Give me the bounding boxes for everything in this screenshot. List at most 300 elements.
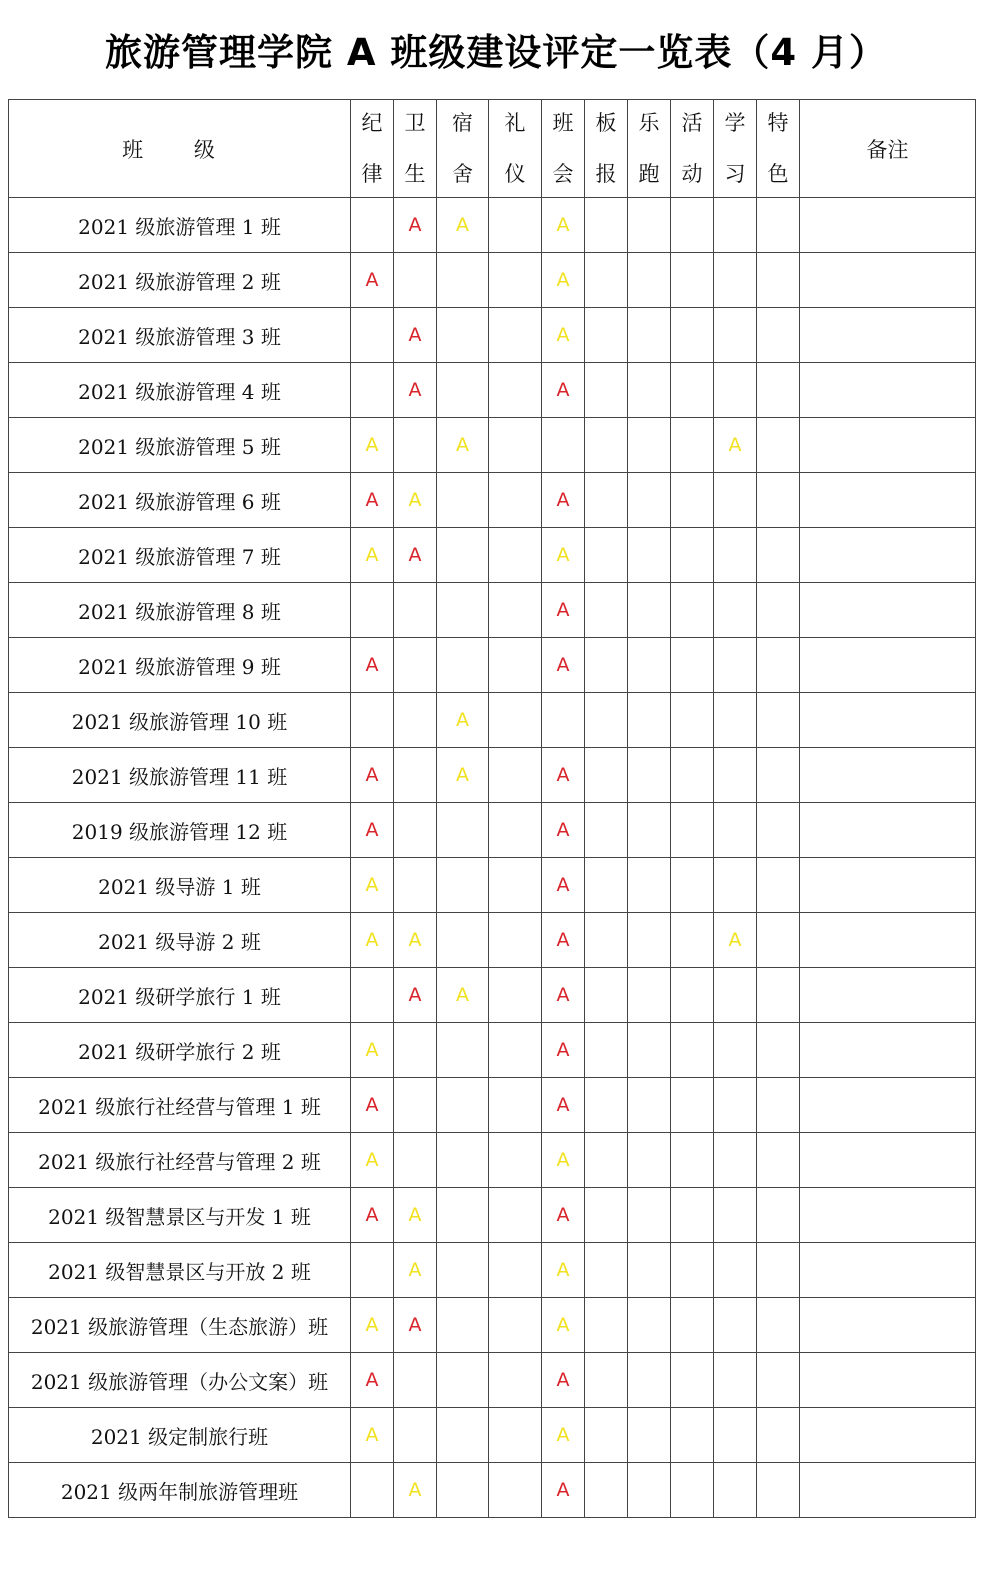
grade-cell (757, 253, 800, 308)
grade-cell (489, 1463, 542, 1518)
grade-cell (757, 858, 800, 913)
grade-cell (585, 1408, 628, 1463)
grade-cell (437, 473, 489, 528)
evaluation-table (8, 99, 976, 1518)
class-name-cell: 2021 级旅游管理 2 班 (9, 253, 351, 308)
note-cell (800, 1243, 976, 1298)
grade-cell (757, 1023, 800, 1078)
note-cell (800, 693, 976, 748)
grade-cell: A (351, 1353, 394, 1408)
table-row (9, 1188, 976, 1243)
note-cell (800, 473, 976, 528)
class-name-cell: 2021 级旅游管理 9 班 (9, 638, 351, 693)
grade-cell: A (351, 803, 394, 858)
grade-cell (628, 638, 671, 693)
grade-cell (585, 968, 628, 1023)
grade-cell: A (437, 968, 489, 1023)
grade-cell (628, 1188, 671, 1243)
grade-cell: A (394, 1188, 437, 1243)
grade-cell (757, 198, 800, 253)
class-name-cell: 2021 级旅游管理 7 班 (9, 528, 351, 583)
category-header: 宿 舍 (437, 100, 489, 198)
grade-cell (714, 583, 757, 638)
category-header: 卫 生 (394, 100, 437, 198)
grade-cell (437, 638, 489, 693)
grade-cell: A (351, 858, 394, 913)
grade-cell: A (542, 1023, 585, 1078)
grade-cell (437, 583, 489, 638)
grade-cell (489, 583, 542, 638)
grade-cell (394, 583, 437, 638)
grade-cell: A (351, 913, 394, 968)
grade-cell (585, 583, 628, 638)
grade-cell: A (351, 638, 394, 693)
grade-cell: A (351, 1298, 394, 1353)
note-cell (800, 748, 976, 803)
grade-cell (714, 968, 757, 1023)
grade-cell: A (542, 913, 585, 968)
grade-cell (437, 858, 489, 913)
note-column-header: 备注 (800, 100, 976, 198)
grade-cell (585, 1463, 628, 1518)
grade-cell (628, 308, 671, 363)
grade-cell: A (542, 1463, 585, 1518)
grade-cell (757, 1133, 800, 1188)
category-header: 学 习 (714, 100, 757, 198)
grade-cell (714, 638, 757, 693)
grade-cell: A (714, 913, 757, 968)
grade-cell (757, 363, 800, 418)
note-cell (800, 1298, 976, 1353)
grade-cell (714, 1408, 757, 1463)
grade-cell (671, 968, 714, 1023)
grade-cell (394, 1078, 437, 1133)
grade-cell (671, 693, 714, 748)
grade-cell (585, 638, 628, 693)
note-cell (800, 253, 976, 308)
grade-cell (671, 198, 714, 253)
grade-cell (757, 1298, 800, 1353)
grade-cell: A (351, 748, 394, 803)
grade-cell (394, 638, 437, 693)
grade-cell: A (394, 1243, 437, 1298)
grade-cell: A (394, 363, 437, 418)
grade-cell: A (542, 1188, 585, 1243)
grade-cell: A (394, 968, 437, 1023)
grade-cell (585, 308, 628, 363)
note-cell (800, 1188, 976, 1243)
grade-cell: A (542, 748, 585, 803)
grade-cell (628, 803, 671, 858)
note-cell (800, 308, 976, 363)
grade-cell: A (351, 418, 394, 473)
grade-cell (757, 803, 800, 858)
grade-cell (714, 858, 757, 913)
grade-cell: A (437, 748, 489, 803)
header-row (9, 100, 976, 198)
grade-cell (671, 803, 714, 858)
grade-cell: A (351, 1023, 394, 1078)
grade-cell (757, 968, 800, 1023)
grade-cell (714, 1298, 757, 1353)
grade-cell (628, 748, 671, 803)
grade-cell (489, 968, 542, 1023)
page-title: 旅游管理学院 A 班级建设评定一览表（4 月） (104, 31, 888, 74)
table-row (9, 968, 976, 1023)
grade-cell (714, 1463, 757, 1518)
grade-cell (585, 913, 628, 968)
grade-cell (585, 418, 628, 473)
grade-cell (714, 528, 757, 583)
class-name-cell: 2021 级智慧景区与开发 1 班 (9, 1188, 351, 1243)
grade-cell: A (542, 473, 585, 528)
grade-cell (394, 1408, 437, 1463)
category-header: 班 会 (542, 100, 585, 198)
grade-cell (671, 1188, 714, 1243)
class-name-cell: 2019 级旅游管理 12 班 (9, 803, 351, 858)
grade-cell (489, 803, 542, 858)
grade-cell (714, 748, 757, 803)
class-name-cell: 2021 级旅游管理 11 班 (9, 748, 351, 803)
grade-cell: A (714, 418, 757, 473)
grade-cell (671, 1243, 714, 1298)
grade-cell (489, 638, 542, 693)
grade-cell (489, 1078, 542, 1133)
grade-cell (437, 1133, 489, 1188)
grade-cell: A (542, 1408, 585, 1463)
grade-cell (394, 748, 437, 803)
grade-cell (585, 473, 628, 528)
category-header: 活 动 (671, 100, 714, 198)
grade-cell (394, 693, 437, 748)
grade-cell (585, 363, 628, 418)
grade-cell (585, 858, 628, 913)
grade-cell (585, 198, 628, 253)
grade-cell (628, 1023, 671, 1078)
grade-cell: A (351, 528, 394, 583)
grade-cell (585, 1133, 628, 1188)
grade-cell: A (394, 913, 437, 968)
grade-cell (671, 1023, 714, 1078)
grade-cell (437, 1078, 489, 1133)
grade-cell (489, 363, 542, 418)
grade-cell (437, 528, 489, 583)
grade-cell (394, 1133, 437, 1188)
grade-cell (628, 418, 671, 473)
grade-cell (714, 198, 757, 253)
grade-cell (437, 1353, 489, 1408)
grade-cell (714, 473, 757, 528)
grade-cell: A (542, 638, 585, 693)
class-name-cell: 2021 级旅游管理 8 班 (9, 583, 351, 638)
grade-cell (437, 1243, 489, 1298)
grade-cell (714, 1133, 757, 1188)
grade-cell (585, 803, 628, 858)
grade-cell (489, 1408, 542, 1463)
grade-cell (351, 308, 394, 363)
grade-cell (489, 858, 542, 913)
grade-cell (585, 1023, 628, 1078)
class-name-cell: 2021 级旅行社经营与管理 2 班 (9, 1133, 351, 1188)
grade-cell: A (542, 528, 585, 583)
grade-cell (757, 638, 800, 693)
note-cell (800, 1078, 976, 1133)
table-row (9, 473, 976, 528)
grade-cell: A (542, 363, 585, 418)
class-name-cell: 2021 级研学旅行 2 班 (9, 1023, 351, 1078)
table-row (9, 858, 976, 913)
grade-cell (394, 1023, 437, 1078)
note-cell (800, 968, 976, 1023)
note-cell (800, 913, 976, 968)
grade-cell (671, 638, 714, 693)
grade-cell (542, 418, 585, 473)
grade-cell (394, 253, 437, 308)
grade-cell: A (542, 1078, 585, 1133)
grade-cell (671, 1298, 714, 1353)
grade-cell (489, 1298, 542, 1353)
note-cell (800, 583, 976, 638)
grade-cell (437, 1298, 489, 1353)
table-row (9, 913, 976, 968)
grade-cell (671, 528, 714, 583)
grade-cell (671, 748, 714, 803)
grade-cell (628, 693, 671, 748)
grade-cell (757, 1243, 800, 1298)
grade-cell (542, 693, 585, 748)
class-name-cell: 2021 级旅行社经营与管理 1 班 (9, 1078, 351, 1133)
table-row (9, 363, 976, 418)
grade-cell (628, 473, 671, 528)
grade-cell (437, 1463, 489, 1518)
grade-cell: A (351, 1188, 394, 1243)
class-name-cell: 2021 级旅游管理 10 班 (9, 693, 351, 748)
table-row (9, 1353, 976, 1408)
grade-cell (714, 308, 757, 363)
class-name-cell: 2021 级智慧景区与开放 2 班 (9, 1243, 351, 1298)
grade-cell (714, 1023, 757, 1078)
grade-cell (585, 1353, 628, 1408)
grade-cell (628, 1353, 671, 1408)
grade-cell: A (542, 253, 585, 308)
category-header: 特 色 (757, 100, 800, 198)
grade-cell (394, 1353, 437, 1408)
grade-cell (714, 253, 757, 308)
table-row (9, 198, 976, 253)
grade-cell (757, 1353, 800, 1408)
grade-cell (671, 1133, 714, 1188)
grade-cell (671, 418, 714, 473)
grade-cell (671, 363, 714, 418)
grade-cell (671, 858, 714, 913)
class-name-cell: 2021 级旅游管理 4 班 (9, 363, 351, 418)
table-row (9, 748, 976, 803)
table-row (9, 253, 976, 308)
grade-cell (437, 803, 489, 858)
grade-cell (351, 363, 394, 418)
class-name-cell: 2021 级导游 2 班 (9, 913, 351, 968)
grade-cell (437, 1408, 489, 1463)
grade-cell (714, 363, 757, 418)
grade-cell (671, 473, 714, 528)
class-name-cell: 2021 级定制旅行班 (9, 1408, 351, 1463)
class-name-cell: 2021 级旅游管理 3 班 (9, 308, 351, 363)
table-row (9, 1298, 976, 1353)
table-row (9, 1463, 976, 1518)
grade-cell: A (542, 858, 585, 913)
class-name-cell: 2021 级旅游管理（办公文案）班 (9, 1353, 351, 1408)
category-header: 乐 跑 (628, 100, 671, 198)
grade-cell (628, 363, 671, 418)
grade-cell: A (542, 1298, 585, 1353)
grade-cell (628, 968, 671, 1023)
grade-cell (437, 363, 489, 418)
grade-cell: A (542, 803, 585, 858)
grade-cell (714, 1188, 757, 1243)
grade-cell (757, 748, 800, 803)
grade-cell (671, 253, 714, 308)
grade-cell: A (351, 1408, 394, 1463)
grade-cell (628, 1298, 671, 1353)
grade-cell (671, 1408, 714, 1463)
grade-cell: A (394, 308, 437, 363)
grade-cell (628, 253, 671, 308)
note-cell (800, 1023, 976, 1078)
table-row (9, 1023, 976, 1078)
grade-cell (489, 308, 542, 363)
grade-cell (628, 583, 671, 638)
class-name-cell: 2021 级旅游管理（生态旅游）班 (9, 1298, 351, 1353)
grade-cell (628, 198, 671, 253)
table-row (9, 583, 976, 638)
grade-cell: A (394, 473, 437, 528)
class-name-cell: 2021 级旅游管理 1 班 (9, 198, 351, 253)
note-cell (800, 803, 976, 858)
grade-cell (489, 253, 542, 308)
grade-cell (351, 198, 394, 253)
grade-cell: A (542, 308, 585, 363)
grade-cell (671, 1353, 714, 1408)
grade-cell: A (542, 583, 585, 638)
grade-cell: A (542, 198, 585, 253)
grade-cell (628, 1463, 671, 1518)
grade-cell (628, 858, 671, 913)
grade-cell (757, 693, 800, 748)
grade-cell (757, 473, 800, 528)
grade-cell (628, 1133, 671, 1188)
grade-cell (714, 803, 757, 858)
grade-cell (351, 1243, 394, 1298)
grade-cell (351, 968, 394, 1023)
grade-cell (757, 418, 800, 473)
table-row (9, 1078, 976, 1133)
grade-cell (585, 1243, 628, 1298)
note-cell (800, 198, 976, 253)
note-cell (800, 1353, 976, 1408)
note-cell (800, 638, 976, 693)
grade-cell (714, 1243, 757, 1298)
grade-cell (437, 913, 489, 968)
grade-cell (489, 198, 542, 253)
grade-cell (585, 528, 628, 583)
grade-cell (757, 308, 800, 363)
grade-cell (585, 1078, 628, 1133)
grade-cell (437, 1188, 489, 1243)
grade-cell: A (542, 968, 585, 1023)
grade-cell: A (542, 1243, 585, 1298)
grade-cell: A (351, 1133, 394, 1188)
grade-cell (757, 913, 800, 968)
grade-cell (489, 1188, 542, 1243)
table-row (9, 638, 976, 693)
grade-cell: A (351, 473, 394, 528)
grade-cell (437, 1023, 489, 1078)
grade-cell (437, 308, 489, 363)
grade-cell (671, 1463, 714, 1518)
grade-cell: A (542, 1133, 585, 1188)
note-cell (800, 418, 976, 473)
grade-cell (437, 253, 489, 308)
category-header: 板 报 (585, 100, 628, 198)
table-row (9, 1243, 976, 1298)
grade-cell: A (351, 1078, 394, 1133)
grade-cell: A (394, 1298, 437, 1353)
class-name-cell: 2021 级两年制旅游管理班 (9, 1463, 351, 1518)
grade-cell (714, 1078, 757, 1133)
note-cell (800, 1408, 976, 1463)
grade-cell (585, 1188, 628, 1243)
grade-cell (671, 1078, 714, 1133)
category-header: 礼 仪 (489, 100, 542, 198)
class-name-cell: 2021 级旅游管理 6 班 (9, 473, 351, 528)
grade-cell (489, 1353, 542, 1408)
grade-cell (351, 583, 394, 638)
table-row (9, 418, 976, 473)
category-header: 纪 律 (351, 100, 394, 198)
grade-cell: A (351, 253, 394, 308)
grade-cell: A (394, 528, 437, 583)
grade-cell: A (437, 198, 489, 253)
grade-cell (714, 693, 757, 748)
grade-cell (489, 913, 542, 968)
table-row (9, 308, 976, 363)
grade-cell (628, 1243, 671, 1298)
grade-cell (714, 1353, 757, 1408)
grade-cell (757, 1408, 800, 1463)
grade-cell (757, 1188, 800, 1243)
grade-cell: A (437, 418, 489, 473)
note-cell (800, 1133, 976, 1188)
grade-cell (489, 528, 542, 583)
table-row (9, 528, 976, 583)
class-name-cell: 2021 级研学旅行 1 班 (9, 968, 351, 1023)
grade-cell (489, 473, 542, 528)
grade-cell (489, 1243, 542, 1298)
table-row (9, 693, 976, 748)
note-cell (800, 363, 976, 418)
grade-cell (757, 1463, 800, 1518)
grade-cell: A (394, 198, 437, 253)
grade-cell (394, 803, 437, 858)
note-cell (800, 1463, 976, 1518)
grade-cell (394, 418, 437, 473)
grade-cell (671, 583, 714, 638)
table-row (9, 1408, 976, 1463)
grade-cell (585, 748, 628, 803)
grade-cell (628, 1408, 671, 1463)
grade-cell (757, 528, 800, 583)
grade-cell (489, 418, 542, 473)
